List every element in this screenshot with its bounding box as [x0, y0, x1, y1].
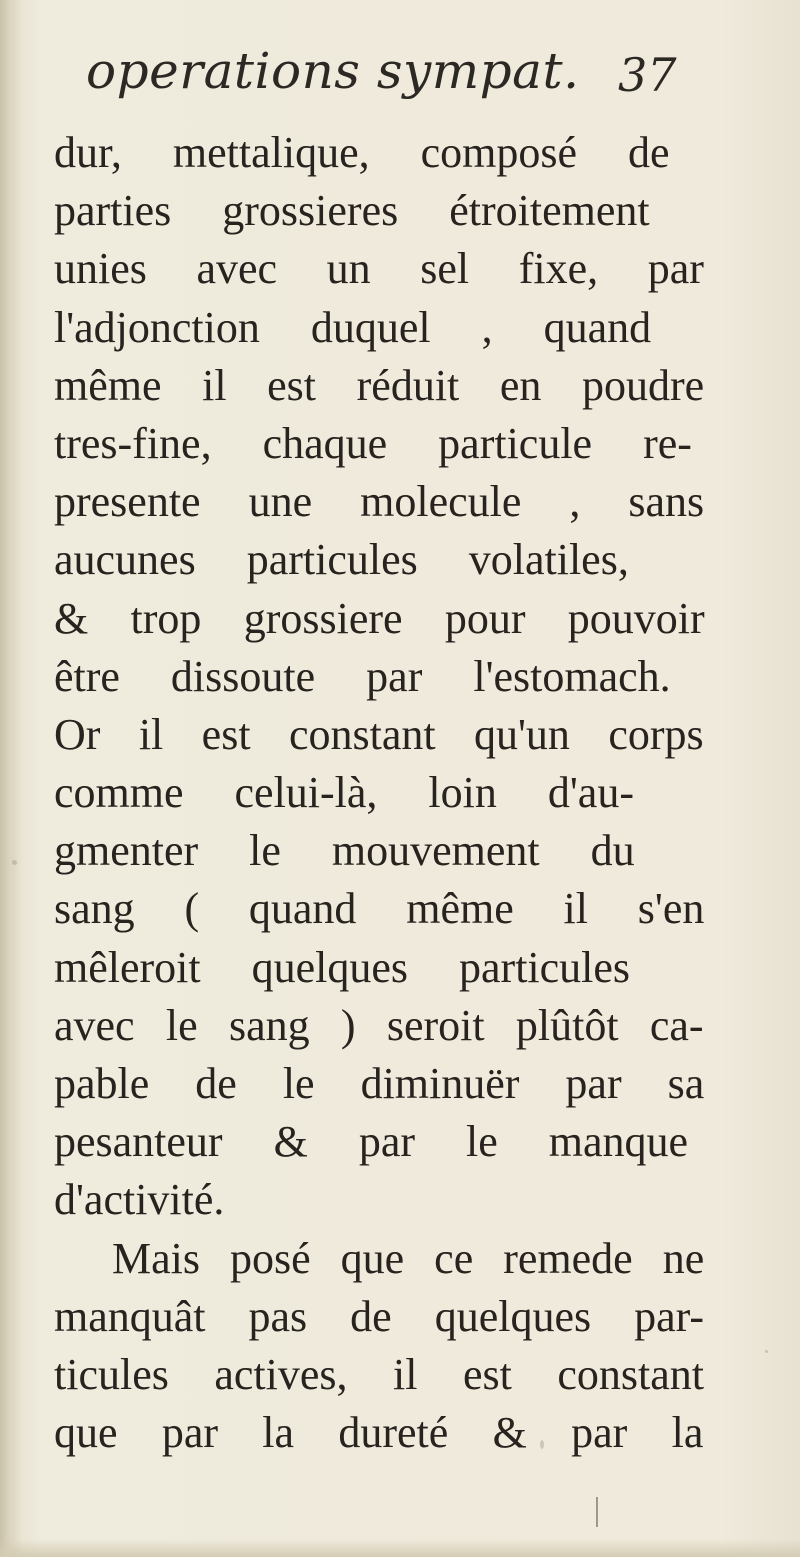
text-line-content: parties grossieres étroitement — [54, 186, 650, 236]
text-line-content: unies avec un sel fixe, par — [54, 244, 704, 294]
text-line-5 — [54, 357, 704, 415]
text-line-content: Or il est constant qu'un corps — [54, 709, 704, 759]
text-line-content: presente une molecule , sans — [54, 477, 705, 527]
text-line-content: même il est réduit en poudre — [54, 360, 705, 410]
text-line-21 — [54, 1288, 704, 1346]
text-line-9 — [54, 590, 704, 648]
page-number: 37 — [618, 48, 677, 102]
text-line-13 — [54, 822, 704, 880]
text-line-1 — [54, 124, 704, 182]
text-line-content: Mais posé que ce remede ne — [112, 1233, 705, 1283]
text-line-content: manquât pas de quelques par- — [54, 1291, 705, 1341]
text-line-6 — [54, 415, 704, 473]
text-line-content: mêleroit quelques particules — [54, 942, 631, 992]
text-line-8 — [54, 531, 704, 589]
text-line-content: pesanteur & par le manque — [54, 1117, 689, 1167]
page-header — [86, 42, 726, 122]
page-bottom-shadow — [0, 1539, 800, 1557]
text-line-content: pable de le diminuër par sa — [54, 1059, 705, 1108]
text-line-15 — [54, 939, 704, 997]
text-line-12 — [54, 764, 704, 822]
text-line-11 — [54, 706, 704, 764]
text-line-content: comme celui-là, loin d'au- — [54, 768, 634, 818]
text-line-14 — [54, 880, 704, 938]
text-line-content: ticules actives, il est constant — [54, 1349, 704, 1399]
paper-speck — [765, 1350, 768, 1353]
text-line-content: l'adjonction duquel , quand — [54, 302, 652, 352]
text-line-18 — [54, 1113, 704, 1171]
text-line-content: aucunes particules volatiles, — [54, 535, 629, 585]
text-line-4 — [54, 299, 704, 357]
text-line-content: avec le sang ) seroit plûtôt ca- — [54, 1000, 704, 1050]
text-line-20 — [54, 1230, 704, 1288]
text-line-content: que par la dureté & par la — [54, 1408, 704, 1458]
text-line-22 — [54, 1346, 704, 1404]
text-line-content: tres-fine, chaque particule re- — [54, 418, 692, 468]
text-line-19 — [54, 1171, 704, 1229]
paper-speck — [540, 1440, 544, 1449]
text-line-17 — [54, 1055, 704, 1113]
body-text — [54, 124, 704, 1462]
page-gutter-shadow — [0, 0, 22, 1557]
text-line-content: gmenter le mouvement du — [54, 826, 635, 876]
text-line-7 — [54, 473, 704, 531]
text-line-content: d'activité. — [54, 1175, 225, 1225]
text-line-content: dur, mettalique, composé de — [54, 128, 670, 177]
text-line-content: sang ( quand même il s'en — [54, 884, 705, 934]
paper-mark — [596, 1497, 598, 1527]
text-line-content: & trop grossiere pour pouvoir — [54, 593, 705, 643]
text-line-10 — [54, 648, 704, 706]
text-line-16 — [54, 997, 704, 1055]
running-head: operations sympat. — [86, 42, 580, 100]
text-line-2 — [54, 182, 704, 240]
text-line-23 — [54, 1404, 704, 1462]
text-line-3 — [54, 240, 704, 298]
paper-speck — [12, 860, 17, 865]
text-line-content: être dissoute par l'estomach. — [54, 651, 671, 701]
